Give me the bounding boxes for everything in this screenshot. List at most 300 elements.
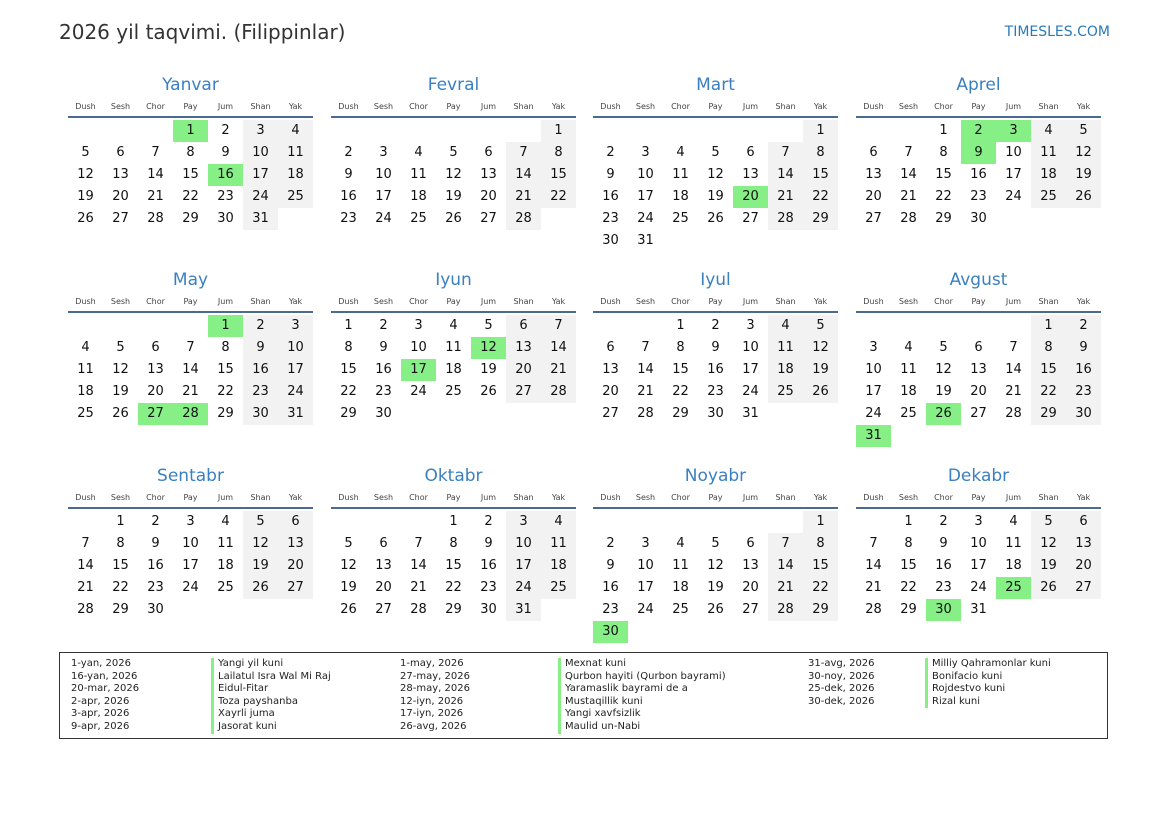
weekday-header: Shan xyxy=(506,491,541,509)
legend-date: 30-noy, 2026 xyxy=(808,670,875,682)
day-cell: 25 xyxy=(77,406,94,421)
day-cell: 24 xyxy=(637,211,654,226)
day-cell: 19 xyxy=(935,384,952,399)
day-cell: 5 xyxy=(449,145,458,160)
weekday-header: Dush xyxy=(593,100,628,118)
day-cell: 22 xyxy=(935,189,952,204)
weekday-header: Pay xyxy=(698,491,733,509)
brand-link[interactable]: TIMESLES.COM xyxy=(1004,24,1110,40)
day-cell: 26 xyxy=(707,211,724,226)
day-cell: 27 xyxy=(375,602,392,617)
day-cell: 22 xyxy=(672,384,689,399)
day-cell: 4 xyxy=(81,340,90,355)
weekday-header: Shan xyxy=(768,100,803,118)
day-cell: 15 xyxy=(217,362,234,377)
day-cell: 27 xyxy=(480,211,497,226)
holiday-day-cell: 31 xyxy=(856,425,891,447)
day-cell: 6 xyxy=(506,315,541,337)
day-cell: 4 xyxy=(768,315,803,337)
weekday-header: Yak xyxy=(541,491,576,509)
day-cell: 10 xyxy=(506,533,541,555)
day-cell: 17 xyxy=(375,189,392,204)
day-cell: 14 xyxy=(77,558,94,573)
day-cell: 26 xyxy=(340,602,357,617)
day-cell: 8 xyxy=(904,536,913,551)
weekday-header: Yak xyxy=(278,295,313,313)
legend-date: 26-avg, 2026 xyxy=(400,720,467,732)
empty-cell xyxy=(891,120,926,142)
weekday-header: Pay xyxy=(436,100,471,118)
month-avgust xyxy=(856,269,1101,447)
legend-dates-column xyxy=(400,658,470,734)
day-cell: 18 xyxy=(278,164,313,186)
legend-dates-column xyxy=(808,658,875,708)
weekday-header: Dush xyxy=(856,100,891,118)
day-cell: 28 xyxy=(147,211,164,226)
day-cell: 14 xyxy=(900,167,917,182)
month-fevral xyxy=(331,74,576,230)
day-cell: 1 xyxy=(939,123,948,138)
month-may xyxy=(68,269,313,425)
day-cell: 2 xyxy=(939,514,948,529)
day-cell: 11 xyxy=(445,340,462,355)
empty-cell xyxy=(593,120,628,142)
weekday-header: Sesh xyxy=(891,295,926,313)
day-cell: 31 xyxy=(970,602,987,617)
day-cell: 16 xyxy=(707,362,724,377)
day-cell: 5 xyxy=(711,145,720,160)
day-cell: 10 xyxy=(375,167,392,182)
day-cell: 13 xyxy=(278,533,313,555)
day-cell: 18 xyxy=(410,189,427,204)
holiday-day-cell: 30 xyxy=(593,621,628,643)
day-cell: 29 xyxy=(1031,403,1066,425)
empty-cell xyxy=(68,511,103,533)
holiday-day-cell: 2 xyxy=(961,120,996,142)
weekday-header: Yak xyxy=(803,491,838,509)
day-cell: 28 xyxy=(865,602,882,617)
month-title: Oktabr xyxy=(424,466,483,486)
day-cell: 29 xyxy=(803,599,838,621)
day-cell: 14 xyxy=(768,555,803,577)
empty-cell xyxy=(68,120,103,142)
day-cell: 9 xyxy=(221,145,230,160)
day-cell: 4 xyxy=(1031,120,1066,142)
legend-date: 28-may, 2026 xyxy=(400,683,470,695)
day-cell: 13 xyxy=(375,558,392,573)
weekday-header: Pay xyxy=(698,295,733,313)
day-cell: 23 xyxy=(1066,381,1101,403)
day-cell: 13 xyxy=(112,167,129,182)
weekday-header: Pay xyxy=(961,295,996,313)
day-cell: 4 xyxy=(278,120,313,142)
day-cell: 14 xyxy=(768,164,803,186)
weekday-header: Sesh xyxy=(366,100,401,118)
weekday-header: Pay xyxy=(436,295,471,313)
day-cell: 23 xyxy=(217,189,234,204)
day-cell: 11 xyxy=(1031,142,1066,164)
day-cell: 10 xyxy=(742,340,759,355)
day-cell: 4 xyxy=(414,145,423,160)
weekday-header: Jum xyxy=(208,100,243,118)
day-cell: 13 xyxy=(602,362,619,377)
day-cell: 8 xyxy=(449,536,458,551)
weekday-header: Chor xyxy=(401,491,436,509)
day-cell: 24 xyxy=(970,580,987,595)
weekday-header: Chor xyxy=(138,100,173,118)
day-cell: 24 xyxy=(1005,189,1022,204)
month-title: Fevral xyxy=(427,75,480,95)
day-cell: 6 xyxy=(606,340,615,355)
legend-date: 16-yan, 2026 xyxy=(71,670,138,682)
empty-cell xyxy=(436,120,471,142)
day-cell: 22 xyxy=(803,577,838,599)
day-cell: 25 xyxy=(672,211,689,226)
day-cell: 7 xyxy=(186,340,195,355)
day-cell: 29 xyxy=(217,406,234,421)
day-cell: 23 xyxy=(147,580,164,595)
day-cell: 29 xyxy=(935,211,952,226)
month-iyul xyxy=(593,269,838,425)
legend-holiday-name: Yangi xavfsizlik xyxy=(558,708,726,721)
weekday-header: Pay xyxy=(173,491,208,509)
day-cell: 2 xyxy=(606,536,615,551)
day-cell: 24 xyxy=(375,211,392,226)
legend-holiday-name: Rojdestvo kuni xyxy=(925,683,1051,696)
legend-holiday-name: Toza payshanba xyxy=(211,696,331,709)
weekday-header: Chor xyxy=(926,491,961,509)
day-cell: 6 xyxy=(869,145,878,160)
day-cell: 17 xyxy=(1005,167,1022,182)
weekday-header: Shan xyxy=(243,100,278,118)
weekday-header: Jum xyxy=(471,491,506,509)
day-cell: 1 xyxy=(344,318,353,333)
day-cell: 3 xyxy=(506,511,541,533)
day-cell: 14 xyxy=(1005,362,1022,377)
day-cell: 22 xyxy=(445,580,462,595)
day-cell: 13 xyxy=(506,337,541,359)
weekday-header: Dush xyxy=(593,295,628,313)
weekday-header: Chor xyxy=(138,295,173,313)
day-cell: 28 xyxy=(541,381,576,403)
holiday-day-cell: 28 xyxy=(173,403,208,425)
weekday-header: Dush xyxy=(593,491,628,509)
day-cell: 9 xyxy=(606,558,615,573)
holiday-legend xyxy=(59,652,1108,739)
day-cell: 2 xyxy=(711,318,720,333)
holiday-day-cell: 20 xyxy=(733,186,768,208)
day-cell: 12 xyxy=(803,337,838,359)
day-cell: 21 xyxy=(1005,384,1022,399)
day-cell: 27 xyxy=(112,211,129,226)
day-cell: 28 xyxy=(900,211,917,226)
day-cell: 25 xyxy=(672,602,689,617)
day-cell: 18 xyxy=(672,189,689,204)
day-cell: 31 xyxy=(506,599,541,621)
day-cell: 20 xyxy=(112,189,129,204)
day-cell: 23 xyxy=(480,580,497,595)
weekday-header: Sesh xyxy=(891,100,926,118)
legend-names-column xyxy=(558,658,726,734)
day-cell: 19 xyxy=(77,189,94,204)
day-cell: 4 xyxy=(541,511,576,533)
day-cell: 12 xyxy=(707,167,724,182)
day-cell: 13 xyxy=(742,167,759,182)
weekday-header: Chor xyxy=(401,295,436,313)
weekday-header: Shan xyxy=(243,491,278,509)
weekday-header: Shan xyxy=(243,295,278,313)
empty-cell xyxy=(698,511,733,533)
day-cell: 22 xyxy=(182,189,199,204)
day-cell: 5 xyxy=(803,315,838,337)
day-cell: 24 xyxy=(243,186,278,208)
holiday-day-cell: 9 xyxy=(961,142,996,164)
day-cell: 21 xyxy=(637,384,654,399)
month-title: Avgust xyxy=(949,270,1008,290)
day-cell: 22 xyxy=(112,580,129,595)
day-cell: 3 xyxy=(379,145,388,160)
weekday-header: Dush xyxy=(68,100,103,118)
day-cell: 22 xyxy=(803,186,838,208)
day-cell: 17 xyxy=(506,555,541,577)
weekday-header: Pay xyxy=(961,491,996,509)
weekday-header: Chor xyxy=(138,491,173,509)
day-cell: 11 xyxy=(77,362,94,377)
day-cell: 26 xyxy=(707,602,724,617)
day-cell: 12 xyxy=(1066,142,1101,164)
weekday-header: Shan xyxy=(768,295,803,313)
day-cell: 6 xyxy=(746,145,755,160)
day-cell: 2 xyxy=(484,514,493,529)
day-cell: 23 xyxy=(970,189,987,204)
day-cell: 8 xyxy=(221,340,230,355)
day-cell: 2 xyxy=(344,145,353,160)
day-cell: 16 xyxy=(970,167,987,182)
weekday-header: Dush xyxy=(331,295,366,313)
day-cell: 16 xyxy=(340,189,357,204)
day-cell: 26 xyxy=(480,384,497,399)
day-cell: 24 xyxy=(506,577,541,599)
day-cell: 14 xyxy=(541,337,576,359)
day-cell: 2 xyxy=(1066,315,1101,337)
day-cell: 9 xyxy=(606,167,615,182)
day-cell: 19 xyxy=(340,580,357,595)
day-cell: 3 xyxy=(869,340,878,355)
day-cell: 2 xyxy=(243,315,278,337)
day-cell: 31 xyxy=(278,403,313,425)
day-cell: 30 xyxy=(480,602,497,617)
weekday-header: Dush xyxy=(331,491,366,509)
day-cell: 1 xyxy=(541,120,576,142)
holiday-day-cell: 16 xyxy=(208,164,243,186)
weekday-header: Jum xyxy=(208,491,243,509)
day-cell: 6 xyxy=(1066,511,1101,533)
day-cell: 27 xyxy=(1066,577,1101,599)
day-cell: 8 xyxy=(541,142,576,164)
day-cell: 14 xyxy=(147,167,164,182)
day-cell: 13 xyxy=(1066,533,1101,555)
day-cell: 6 xyxy=(379,536,388,551)
legend-holiday-name: Lailatul Isra Wal Mi Raj xyxy=(211,671,331,684)
day-cell: 15 xyxy=(803,555,838,577)
day-cell: 11 xyxy=(278,142,313,164)
weekday-header: Sesh xyxy=(366,295,401,313)
empty-cell xyxy=(628,511,663,533)
empty-cell xyxy=(471,120,506,142)
empty-cell xyxy=(138,315,173,337)
day-cell: 5 xyxy=(711,536,720,551)
weekday-header: Yak xyxy=(278,491,313,509)
day-cell: 11 xyxy=(900,362,917,377)
day-cell: 15 xyxy=(445,558,462,573)
day-cell: 6 xyxy=(278,511,313,533)
weekday-header: Yak xyxy=(541,100,576,118)
holiday-day-cell: 1 xyxy=(208,315,243,337)
weekday-header: Chor xyxy=(401,100,436,118)
day-cell: 7 xyxy=(506,142,541,164)
day-cell: 7 xyxy=(81,536,90,551)
day-cell: 15 xyxy=(182,167,199,182)
empty-cell xyxy=(366,511,401,533)
legend-holiday-name: Xayrli juma xyxy=(211,708,331,721)
day-cell: 15 xyxy=(672,362,689,377)
day-cell: 29 xyxy=(672,406,689,421)
empty-cell xyxy=(663,120,698,142)
day-cell: 18 xyxy=(445,362,462,377)
day-cell: 17 xyxy=(637,189,654,204)
day-cell: 29 xyxy=(900,602,917,617)
day-cell: 29 xyxy=(340,406,357,421)
empty-cell xyxy=(138,120,173,142)
holiday-day-cell: 1 xyxy=(173,120,208,142)
day-cell: 26 xyxy=(1066,186,1101,208)
empty-cell xyxy=(891,315,926,337)
day-cell: 27 xyxy=(506,381,541,403)
day-cell: 8 xyxy=(1031,337,1066,359)
weekday-header: Yak xyxy=(803,295,838,313)
day-cell: 1 xyxy=(803,120,838,142)
weekday-header: Shan xyxy=(506,100,541,118)
weekday-header: Pay xyxy=(173,100,208,118)
day-cell: 11 xyxy=(672,558,689,573)
day-cell: 18 xyxy=(900,384,917,399)
day-cell: 26 xyxy=(243,577,278,599)
day-cell: 7 xyxy=(641,340,650,355)
day-cell: 20 xyxy=(375,580,392,595)
day-cell: 18 xyxy=(77,384,94,399)
day-cell: 19 xyxy=(707,189,724,204)
empty-cell xyxy=(733,511,768,533)
holiday-day-cell: 3 xyxy=(996,120,1031,142)
day-cell: 19 xyxy=(112,384,129,399)
day-cell: 9 xyxy=(379,340,388,355)
day-cell: 9 xyxy=(484,536,493,551)
day-cell: 10 xyxy=(243,142,278,164)
day-cell: 5 xyxy=(344,536,353,551)
weekday-header: Jum xyxy=(471,100,506,118)
legend-date: 25-dek, 2026 xyxy=(808,683,875,695)
month-noyabr xyxy=(593,465,838,643)
day-cell: 7 xyxy=(151,145,160,160)
empty-cell xyxy=(768,511,803,533)
day-cell: 15 xyxy=(803,164,838,186)
day-cell: 4 xyxy=(904,340,913,355)
empty-cell xyxy=(926,315,961,337)
day-cell: 13 xyxy=(970,362,987,377)
weekday-header: Yak xyxy=(1066,100,1101,118)
day-cell: 31 xyxy=(243,208,278,230)
empty-cell xyxy=(663,511,698,533)
weekday-header: Chor xyxy=(663,100,698,118)
day-cell: 14 xyxy=(182,362,199,377)
day-cell: 23 xyxy=(707,384,724,399)
day-cell: 23 xyxy=(243,381,278,403)
day-cell: 14 xyxy=(506,164,541,186)
day-cell: 3 xyxy=(243,120,278,142)
day-cell: 10 xyxy=(637,167,654,182)
day-cell: 17 xyxy=(243,164,278,186)
day-cell: 16 xyxy=(1066,359,1101,381)
day-cell: 16 xyxy=(147,558,164,573)
day-cell: 24 xyxy=(865,406,882,421)
day-cell: 20 xyxy=(742,580,759,595)
legend-holiday-name: Eidul-Fitar xyxy=(211,683,331,696)
day-cell: 27 xyxy=(742,602,759,617)
weekday-header: Jum xyxy=(733,491,768,509)
day-cell: 3 xyxy=(414,318,423,333)
day-cell: 7 xyxy=(768,533,803,555)
day-cell: 17 xyxy=(742,362,759,377)
month-title: Sentabr xyxy=(157,466,224,486)
legend-holiday-name: Bonifacio kuni xyxy=(925,671,1051,684)
day-cell: 11 xyxy=(768,337,803,359)
day-cell: 25 xyxy=(900,406,917,421)
weekday-header: Yak xyxy=(278,100,313,118)
weekday-header: Yak xyxy=(1066,491,1101,509)
page-title: 2026 yil taqvimi. (Filippinlar) xyxy=(59,20,346,44)
day-cell: 10 xyxy=(182,536,199,551)
day-cell: 30 xyxy=(602,233,619,248)
weekday-header: Yak xyxy=(541,295,576,313)
day-cell: 14 xyxy=(637,362,654,377)
day-cell: 24 xyxy=(278,381,313,403)
day-cell: 1 xyxy=(676,318,685,333)
weekday-header: Chor xyxy=(663,295,698,313)
day-cell: 31 xyxy=(742,406,759,421)
day-cell: 10 xyxy=(865,362,882,377)
holiday-day-cell: 27 xyxy=(138,403,173,425)
day-cell: 20 xyxy=(602,384,619,399)
day-cell: 18 xyxy=(217,558,234,573)
empty-cell xyxy=(331,511,366,533)
day-cell: 12 xyxy=(340,558,357,573)
day-cell: 9 xyxy=(939,536,948,551)
day-cell: 22 xyxy=(900,580,917,595)
legend-date: 20-mar, 2026 xyxy=(71,683,140,695)
day-cell: 8 xyxy=(803,142,838,164)
day-cell: 30 xyxy=(243,403,278,425)
day-cell: 20 xyxy=(480,189,497,204)
day-cell: 7 xyxy=(869,536,878,551)
day-cell: 28 xyxy=(506,208,541,230)
day-cell: 20 xyxy=(970,384,987,399)
day-cell: 17 xyxy=(278,359,313,381)
weekday-header: Shan xyxy=(1031,295,1066,313)
day-cell: 19 xyxy=(1066,164,1101,186)
day-cell: 3 xyxy=(278,315,313,337)
day-cell: 15 xyxy=(541,164,576,186)
legend-date: 31-avg, 2026 xyxy=(808,658,875,669)
